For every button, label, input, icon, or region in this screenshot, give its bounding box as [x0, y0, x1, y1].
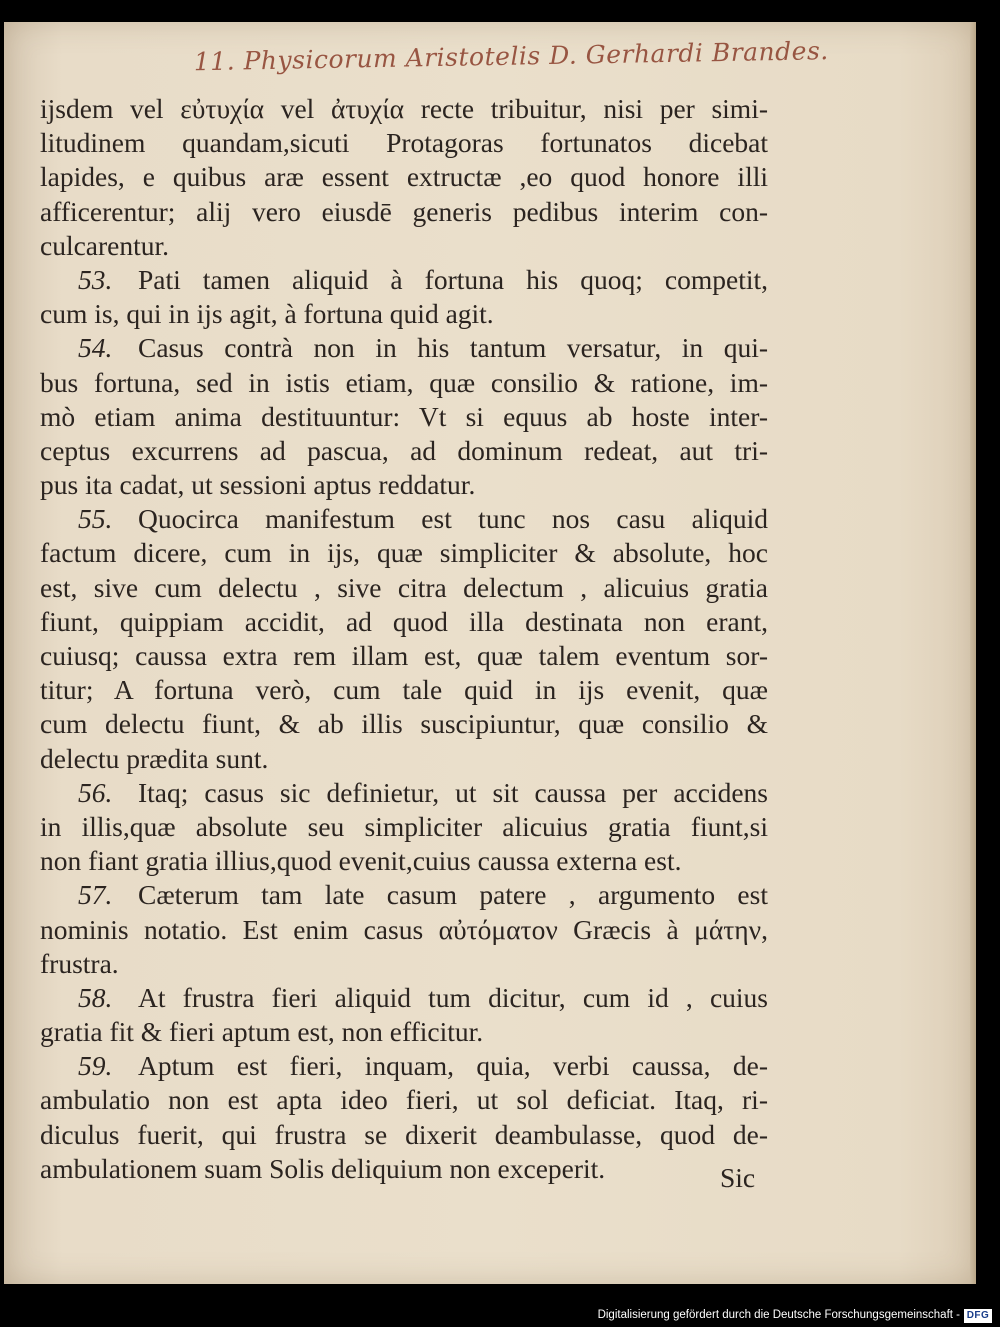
- text-line: [40, 947, 768, 981]
- paragraph-number: 55.: [78, 503, 113, 535]
- text-line: [40, 195, 768, 229]
- text-line: [40, 1152, 768, 1186]
- line-text: bus fortuna, sed in istis etiam, quæ consilio & ratione, im-: [40, 366, 768, 398]
- text-line: [40, 1049, 768, 1083]
- line-text: nominis notatio. Est enim casus αὐτόματον Græcis à μάτην,: [40, 913, 768, 945]
- text-line: [40, 366, 768, 400]
- dfg-logo: DFG: [964, 1309, 992, 1323]
- text-line: [40, 913, 768, 947]
- paragraph-number: 58.: [78, 981, 113, 1013]
- line-text: At frustra fieri aliquid tum dicitur, cum id , cuius: [138, 981, 768, 1013]
- text-line: [40, 468, 768, 502]
- text-line: [40, 297, 768, 331]
- line-text: cum is, qui in ijs agit, à fortuna quid agit.: [40, 298, 494, 330]
- line-text: ambulatio non est apta ideo fieri, ut sol deficiat. Itaq, ri-: [40, 1084, 768, 1116]
- line-text: Quocirca manifestum est tunc nos casu aliquid: [138, 503, 768, 535]
- text-line: [40, 878, 768, 912]
- book-page: [4, 22, 976, 1284]
- text-line: [40, 1083, 768, 1117]
- line-text: in illis,quæ absolute seu simpliciter alicuius gratia fiunt,si: [40, 810, 768, 842]
- paragraph-number: 59.: [78, 1050, 113, 1082]
- line-text: est, sive cum delectu , sive citra delectum , alicuius gratia: [40, 571, 768, 603]
- line-text: ambulationem suam Solis deliquium non exceperit.: [40, 1152, 606, 1184]
- line-text: frustra.: [40, 947, 119, 979]
- text-line: [40, 1015, 768, 1049]
- page-text: [40, 92, 768, 1186]
- text-line: [40, 810, 768, 844]
- paragraph-number: 57.: [78, 879, 113, 911]
- line-text: Casus contrà non in his tantum versatur, in qui-: [138, 332, 768, 364]
- text-line: [40, 673, 768, 707]
- line-text: titur; A fortuna verò, cum tale quid in ijs evenit, quæ: [40, 674, 768, 706]
- line-text: Aptum est fieri, inquam, quia, verbi caussa, de-: [138, 1050, 768, 1082]
- paragraph-number: 56.: [78, 776, 113, 808]
- text-line: [40, 434, 768, 468]
- text-line: [40, 571, 768, 605]
- text-line: [40, 981, 768, 1015]
- text-line: [40, 776, 768, 810]
- line-text: Cæterum tam late casum patere , argumento est: [138, 879, 768, 911]
- line-text: diculus fuerit, qui frustra se dixerit deambulasse, quod de-: [40, 1118, 768, 1150]
- line-text: gratia fit & fieri aptum est, non efficitur.: [40, 1016, 484, 1048]
- line-text: Itaq; casus sic definietur, ut sit caussa per accidens: [138, 776, 768, 808]
- line-text: cum delectu fiunt, & ab illis suscipiuntur, quæ consilio &: [40, 708, 768, 740]
- text-line: [40, 502, 768, 536]
- line-text: afficerentur; alij vero eiusdē generis pedibus interim con-: [40, 195, 768, 227]
- text-line: [40, 331, 768, 365]
- text-line: [40, 1118, 768, 1152]
- line-text: pus ita cadat, ut sessioni aptus reddatur.: [40, 469, 476, 501]
- line-text: culcarentur.: [40, 229, 170, 261]
- line-text: non fiant gratia illius,quod evenit,cuius caussa externa est.: [40, 845, 682, 877]
- line-text: factum dicere, cum in ijs, quæ simpliciter & absolute, hoc: [40, 537, 768, 569]
- line-text: fiunt, quippiam accidit, ad quod illa destinata non erant,: [40, 605, 768, 637]
- text-line: [40, 639, 768, 673]
- line-text: litudinem quandam,sicuti Protagoras fortunatos dicebat: [40, 127, 768, 159]
- text-line: [40, 536, 768, 570]
- text-line: [40, 742, 768, 776]
- text-line: [40, 92, 768, 126]
- text-line: [40, 707, 768, 741]
- text-line: [40, 844, 768, 878]
- catchword: Sic: [720, 1162, 756, 1193]
- line-text: cuiusq; caussa extra rem illam est, quæ talem eventum sor-: [40, 640, 768, 671]
- text-line: [40, 160, 768, 194]
- line-text: delectu prædita sunt.: [40, 742, 269, 774]
- line-text: mò etiam anima destituuntur: Vt si equus ab hoste inter-: [40, 400, 768, 432]
- footer-credit: Digitalisierung gefördert durch die Deutsche Forschungsgemeinschaft -: [597, 1309, 960, 1321]
- handwritten-headnote: 11. Physicorum Aristotelis D. Gerhardi Brandes.: [193, 36, 829, 77]
- paragraph-number: 54.: [78, 332, 113, 364]
- line-text: Pati tamen aliquid à fortuna his quoq; competit,: [138, 263, 768, 295]
- text-line: [40, 229, 768, 263]
- text-line: [40, 126, 768, 160]
- text-line: [40, 605, 768, 639]
- paragraph-number: 53.: [78, 263, 113, 295]
- line-text: lapides, e quibus aræ essent extructæ ,eo quod honore illi: [40, 161, 768, 193]
- text-line: [40, 263, 768, 297]
- line-text: ceptus excurrens ad pascua, ad dominum redeat, aut tri-: [40, 434, 768, 466]
- text-line: [40, 400, 768, 434]
- line-text: ijsdem vel εὐτυχία vel ἀτυχία recte tribuitur, nisi per simi-: [40, 93, 768, 124]
